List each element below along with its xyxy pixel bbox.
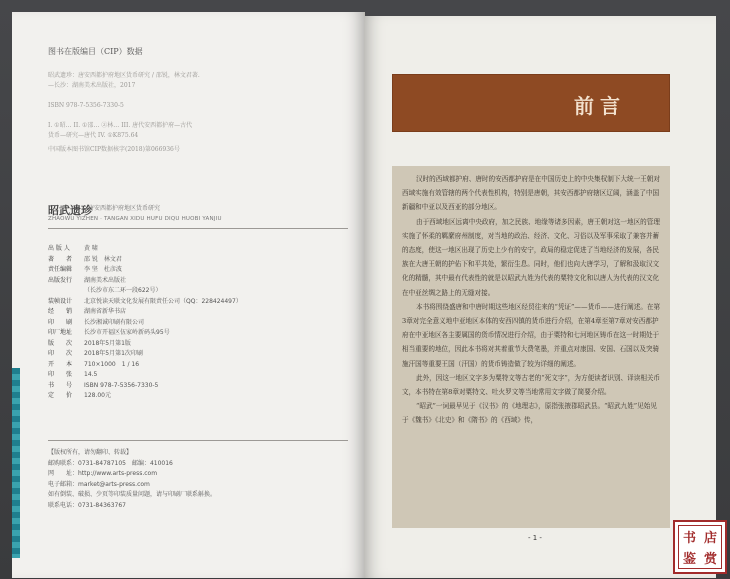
copyright-line: 联系电话：0731-84363767 [48,501,126,509]
seal-char: 鉴 [682,552,696,567]
heading-title: 前言 [574,94,626,118]
detail-key: 定 价 [48,392,73,399]
detail-row [48,370,348,381]
detail-row [48,360,348,371]
detail-value: 邵 锐 林文君 [84,255,122,263]
detail-value: 2018年5月第1次印刷 [84,350,143,357]
cip-block [48,46,348,155]
cover-edge-pattern [12,368,20,558]
cip-title: 图书在版编目（CIP）数据 [48,47,143,56]
detail-row [48,244,348,255]
detail-key: 印 张 [48,371,73,378]
divider [48,440,348,441]
detail-key: 著 者 [48,255,73,263]
detail-row [48,286,348,297]
publication-details [48,244,348,402]
cip-line: —长沙：湖南美术出版社，2017 [48,82,136,89]
preface-paragraph: 由于西域地区远离中央政府，加之民族、地缘等诸多因素，唐王朝对这一地区的管理实施了怀柔的羁縻府州制度，对当地的政治、经济、文化、习俗以及军事采取了兼容并蓄的态度，使这一地区出现了历史上少有的安宁，政局的稳定促进了当地经济的发展，各民族在大唐王朝的护佑下和平共处，繁衍生息。同时，他们也向大唐学习，了解和汲取汉文化的精髓，其中最有代表性的就是以昭武九姓为代表的粟特文化和以唐人为代表的汉文化在中亚丝绸之路上的无缝对接。 [402,217,660,297]
copyright-line: 【版权所有，请勿翻印、转载】 [48,449,133,456]
book-title: 昭武遗珍 [48,204,92,217]
divider [48,228,348,229]
preface-paragraphs [402,172,662,428]
detail-key: 印厂地址 [48,329,73,336]
detail-value: 李 坚 杜彦波 [84,266,122,273]
copyright-line: 如有倒装、破损、少页等印装质量问题，请与印刷厂联系斛换。 [48,491,217,498]
copyright-block [48,448,348,511]
cip-line: 货币—研究—唐代 IV. ①K875.64 [48,132,139,139]
detail-row [48,391,348,402]
preface-paragraph: 本书将围绕盛唐和中唐时期这些地区经贸往来的“凭证”——货币——进行阐述。在第3章对完全意义地中亚地区本体的安西四镇的货币进行介绍，在第4章至第7章对安西都护府在中亚地区各主要属国的货币情况进行介绍，由于粟特和七河地区铸币在这一时期处于相当重要的地位，因此本书将对其着重节大费笔墨，并重点对康国、安国、石国以及突骑施汗国等重要王国（汗国）的货币铸造做了较为详细的阐述。 [402,302,661,368]
detail-row [48,318,348,329]
cip-line: 昭武遗珍：唐安西都护府地区货币研究 / 邵锐，林文君著. [48,72,200,79]
detail-key: 装帧设计 [48,297,73,305]
detail-value: 710×1000 1 / 16 [84,360,140,368]
detail-key: 版 次 [48,339,73,347]
detail-row [48,255,348,266]
detail-row [48,307,348,318]
detail-row [48,265,348,276]
cip-isbn: ISBN 978-7-5356-7330-5 [48,102,124,109]
detail-value: 北京悦读天联文化发展有限责任公司（QQ：228424497） [84,297,242,305]
seal-char: 书 [682,531,696,546]
detail-key: 书 号 [48,381,73,389]
detail-row [48,381,348,392]
detail-value: ISBN 978-7-5356-7330-5 [84,381,159,389]
detail-key: 开 本 [48,360,73,368]
detail-key: 出版发行 [48,276,73,284]
book-pinyin: ZHAOWU YIZHEN · TANGAN XIDU HUFU DIQU HUOBI YANJIU [48,216,222,222]
detail-row [48,328,348,339]
detail-value: 湖南美术出版社 [84,276,127,284]
detail-row [48,339,348,350]
seal-char: 赏 [703,552,717,567]
detail-value: （长沙市东二环一段622号） [84,287,162,294]
seal-char: 店 [703,531,717,546]
copyright-line: 网 址：http://www.arts-press.com [48,470,158,477]
detail-key: 责任编辑 [48,266,73,273]
book-subtitle: —唐安西都护府地区货币研究 [82,205,161,212]
detail-value: 2018年5月第1版 [84,339,131,347]
detail-key: 印 次 [48,350,73,357]
cip-line: I. ①昭… II. ①邵… ②林… III. 唐代安西都护府—古代 [48,122,193,129]
detail-row [48,297,348,308]
copyright-line: 邮购联系：0731-84787105 邮编：410016 [48,459,173,467]
detail-row [48,349,348,360]
cip-line: 中国版本图书馆CIP数据核字(2018)第066936号 [48,146,180,153]
detail-value: 湖南省新华书店 [84,308,127,315]
detail-value: 14.5 [84,371,98,378]
detail-key: 出 版 人 [48,245,70,252]
seal-stamp [673,520,727,574]
detail-key [48,286,84,297]
detail-value: 长沙湘诚印刷有限公司 [84,318,145,326]
preface-paragraph: 汉时的西域都护府、唐时的安西都护府是在中国历史上的中央集权制下大统一王朝对西域实施有效管辖的两个代表性机构，特别是唐朝，其安西都护府辖区辽阔，涵盖了中国新疆和中亚以及西亚的部分地区。 [402,175,660,212]
detail-value: 长沙市开福区伍家岭新码头95号 [84,329,170,336]
detail-value: 128.00元 [84,392,111,399]
page-number: - 1 - [528,534,542,542]
detail-row [48,276,348,287]
copyright-line: 电子邮箱：market@arts-press.com [48,480,150,488]
preface-paragraph: “昭武”一词最早见于《汉书》的《地理志》，原指张掖郡昭武县。“昭武九姓”见始见于《魏书》《北史》和《隋书》的《西域》传， [402,402,657,425]
preface-paragraph: 此外，因这一地区文字多为粟特文等古老的“死文字”，为方便读者识别、译读相关币文，本书特在第8章对粟特文、吐火罗文等当地常用文字做了简要介绍。 [402,373,661,397]
detail-key: 经 销 [48,308,73,315]
detail-value: 黄 啸 [84,245,98,252]
heading-banner [392,74,670,132]
detail-key: 印 刷 [48,318,73,326]
